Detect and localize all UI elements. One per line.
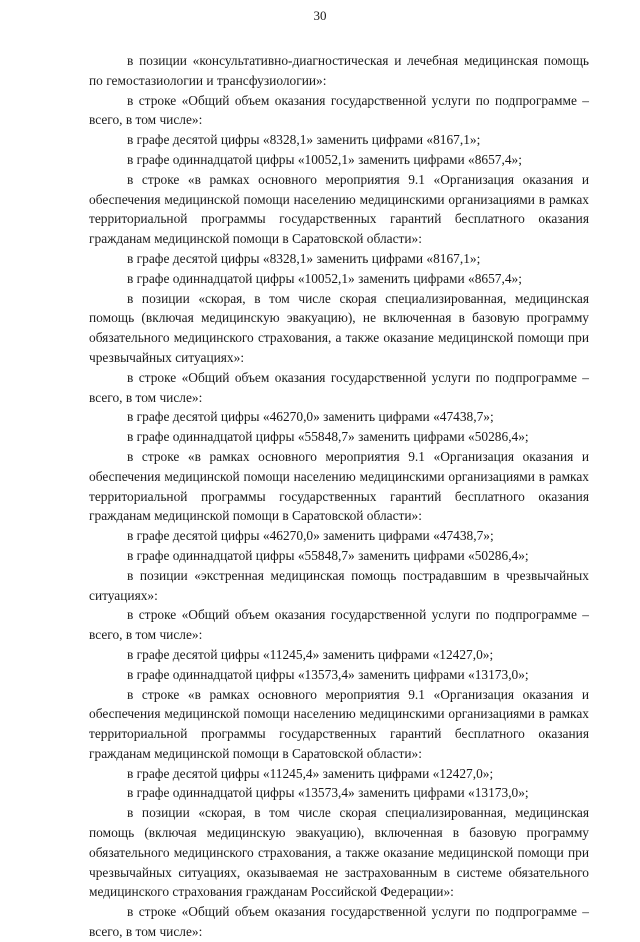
paragraph: в графе десятой цифры «11245,4» заменить цифрами «12427,0»; xyxy=(127,765,494,781)
paragraph: в графе одиннадцатой цифры «13573,4» заменить цифрами «13173,0»; xyxy=(127,666,529,682)
paragraph: в строке «в рамках основного мероприятия 9.1 «Организация оказания и обеспечения медицинской помощи населению медицинскими организациями в рамках территориальной программы государственных гарантий бесплатного оказания гражданам медицинской помощи в Саратовской области»: xyxy=(89,171,589,247)
paragraph: в графе десятой цифры «11245,4» заменить цифрами «12427,0»; xyxy=(127,646,494,662)
paragraph: в строке «в рамках основного мероприятия 9.1 «Организация оказания и обеспечения медицинской помощи населению медицинскими организациями в рамках территориальной программы государственных гарантий бесплатного оказания гражданам медицинской помощи в Саратовской области»: xyxy=(89,686,589,761)
paragraph: в строке «Общий объем оказания государственной услуги по подпрограмме – всего, в том числе»: xyxy=(89,904,589,940)
paragraph: в графе десятой цифры «8328,1» заменить цифрами «8167,1»; xyxy=(127,250,481,266)
paragraph: в графе десятой цифры «46270,0» заменить цифрами «47438,7»; xyxy=(127,528,494,544)
paragraph: в строке «в рамках основного мероприятия 9.1 «Организация оказания и обеспечения медицинской помощи населению медицинскими организациями в рамках территориальной программы государственных гарантий бесплатного оказания гражданам медицинской помощи в Саратовской области»: xyxy=(89,448,589,524)
paragraph: в графе одиннадцатой цифры «10052,1» заменить цифрами «8657,4»; xyxy=(127,270,522,286)
paragraph: в графе одиннадцатой цифры «55848,7» заменить цифрами «50286,4»; xyxy=(127,429,529,445)
paragraph: в графе одиннадцатой цифры «55848,7» заменить цифрами «50286,4»; xyxy=(127,547,529,563)
paragraph: в позиции «консультативно-диагностическая и лечебная медицинская помощь по гемостазиологии и трансфузиологии»: xyxy=(89,53,589,88)
paragraph: в позиции «скорая, в том числе скорая специализированная, медицинская помощь (включая медицинскую эвакуацию), включенная в базовую программу обязательного медицинского страхования, а также оказание медицинской помощи при чрезвычайных ситуациях, оказываемая не застрахованным в системе обязательного медицинского страхования гражданам Российской Федерации»: xyxy=(89,805,589,900)
paragraph: в графе одиннадцатой цифры «13573,4» заменить цифрами «13173,0»; xyxy=(127,785,529,801)
paragraph: в строке «Общий объем оказания государственной услуги по подпрограмме – всего, в том числе»: xyxy=(89,92,589,128)
paragraph: в графе десятой цифры «8328,1» заменить цифрами «8167,1»; xyxy=(127,132,481,148)
paragraph: в строке «Общий объем оказания государственной услуги по подпрограмме – всего, в том числе»: xyxy=(89,369,589,405)
paragraph: в графе одиннадцатой цифры «10052,1» заменить цифрами «8657,4»; xyxy=(127,151,522,167)
page-number: 30 xyxy=(313,8,327,23)
paragraph: в позиции «экстренная медицинская помощь пострадавшим в чрезвычайных ситуациях»: xyxy=(89,567,589,603)
paragraph: в графе десятой цифры «46270,0» заменить цифрами «47438,7»; xyxy=(127,409,494,425)
document-body xyxy=(89,51,589,942)
paragraph: в строке «Общий объем оказания государственной услуги по подпрограмме – всего, в том числе»: xyxy=(89,607,589,643)
paragraph: в позиции «скорая, в том числе скорая специализированная, медицинская помощь (включая медицинскую эвакуацию), не включенная в базовую программу обязательного медицинского страхования, а также оказание медицинской помощи при чрезвычайных ситуациях»: xyxy=(89,290,589,365)
